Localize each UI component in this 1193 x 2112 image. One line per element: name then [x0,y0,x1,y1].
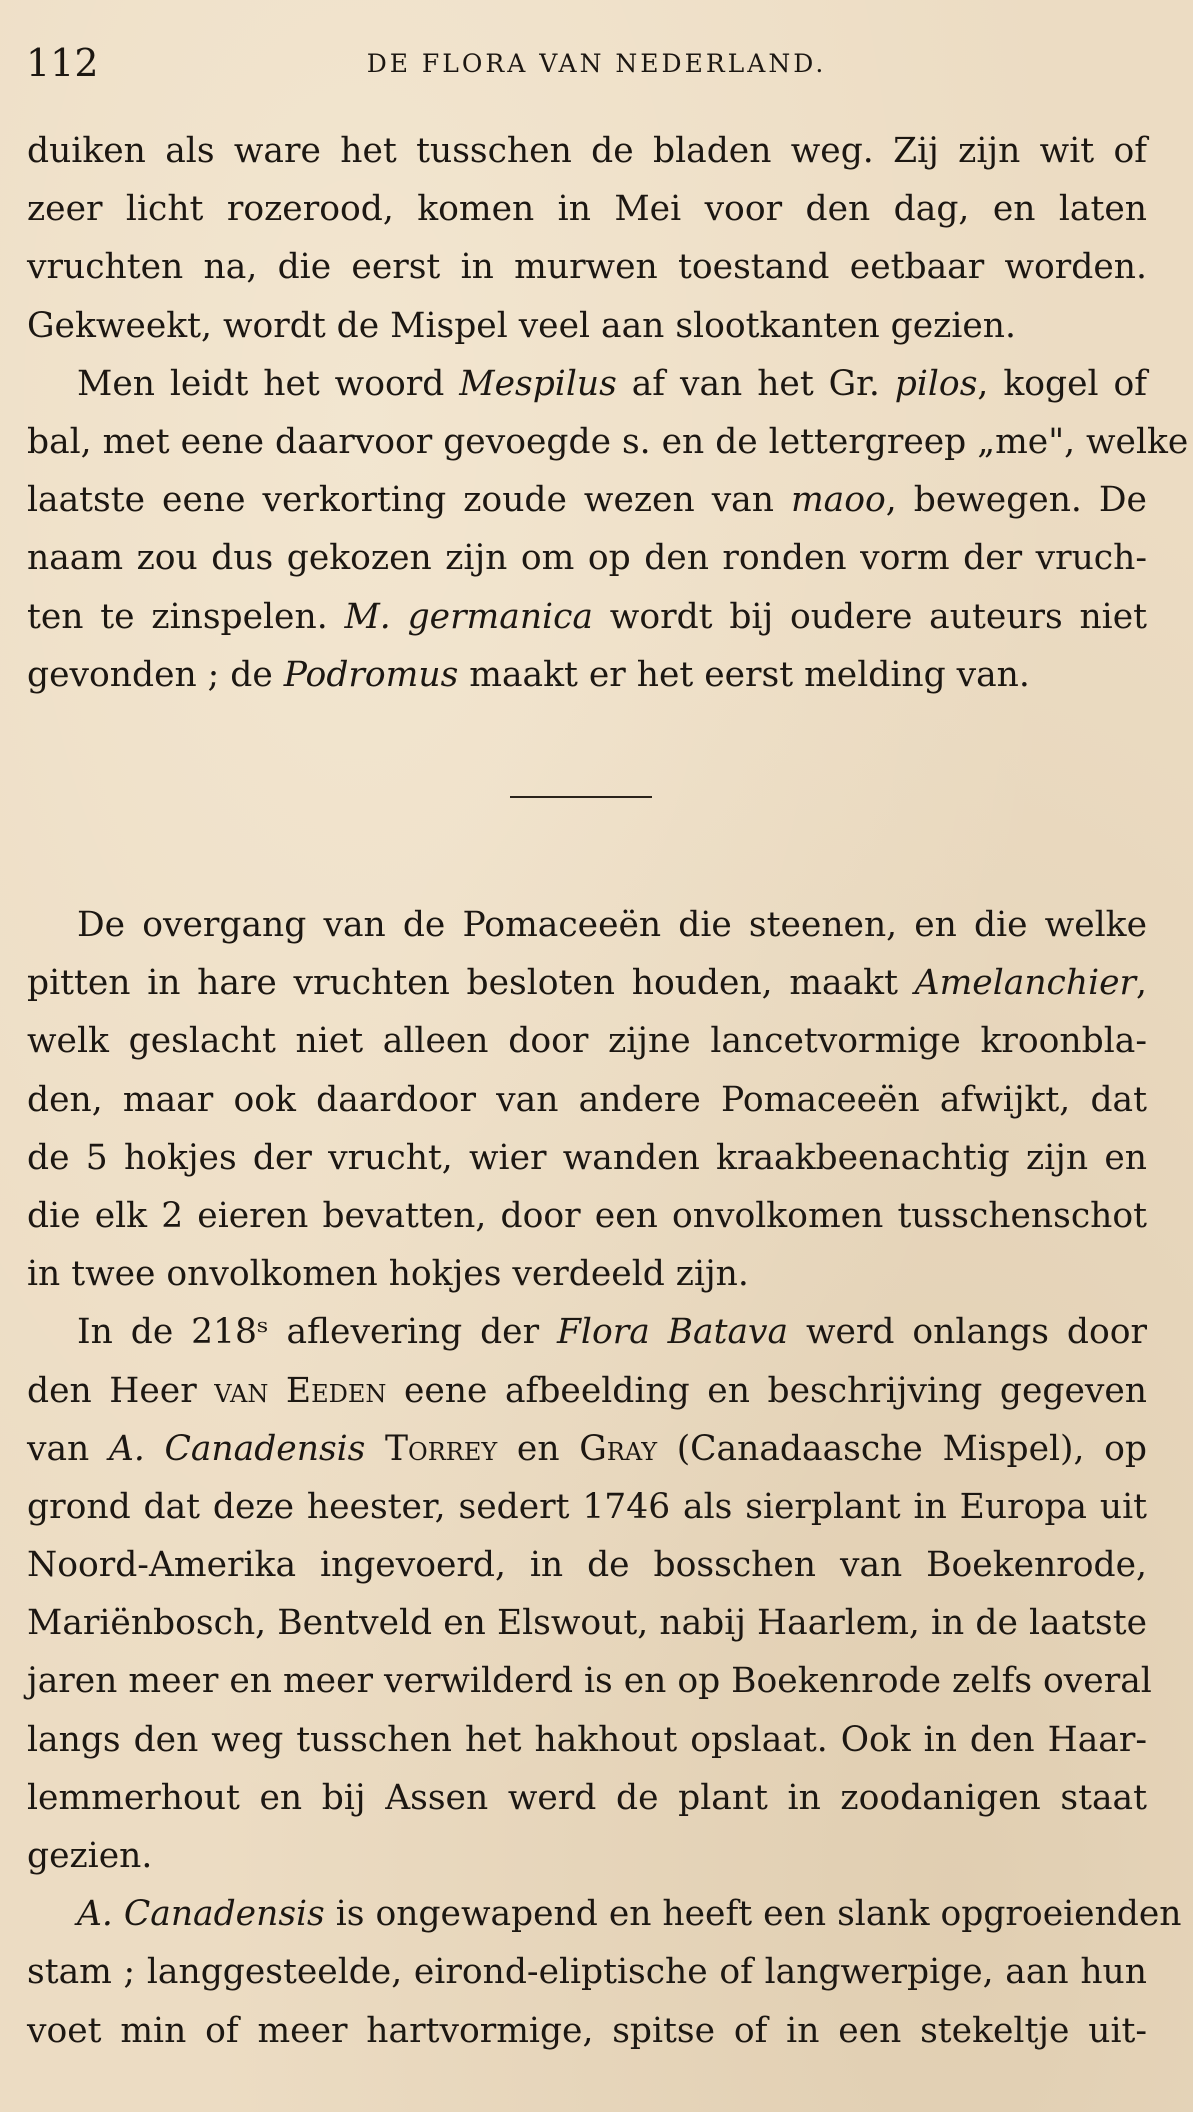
text-line: In de 218ˢ aflevering der Flora Batava werd onlangs door [77,1312,1147,1353]
italic-term: Flora Batava [556,1312,789,1353]
text-section-amelanchier [27,896,1182,2060]
page-number: 112 [26,41,99,85]
paragraph [27,122,1147,355]
text-line: lemmerhout en bij Assen werd de plant in zoodanigen staat [27,1777,1147,1818]
small-caps-name: Gray [579,1428,658,1469]
text-line: grond dat deze heester, sedert 1746 als sierplant in Europa uit [27,1486,1147,1527]
paragraph [27,355,1189,704]
text-line: jaren meer en meer verwilderd is en op Boekenrode zelfs overal [27,1661,1152,1702]
text-line: Gekweekt, wordt de Mispel veel aan slootkanten gezien. [27,305,1016,346]
text-line: zeer licht rozerood, komen in Mei voor den dag, en laten [27,189,1147,230]
text-line: stam ; langgesteelde, eirond-eliptische of langwerpige, aan hun [27,1952,1147,1993]
text-line: duiken als ware het tusschen de bladen weg. Zij zijn wit of [27,131,1147,171]
text-line: Noord-Amerika ingevoerd, in de bosschen van Boekenrode, [27,1545,1147,1586]
italic-term: Mespilus [459,363,617,404]
italic-term: pilos [894,363,978,404]
text-line: De overgang van de Pomaceeën die steenen, en die welke [77,905,1147,945]
text-line: gezien. [27,1836,153,1876]
text-line: welk geslacht niet alleen door zijne lancetvormige kroonbla- [27,1021,1147,1062]
text-line: van A. Canadensis Torrey en Gray (Canadaasche Mispel), op [27,1428,1147,1469]
section-separator-rule [510,796,652,798]
text-line: die elk 2 eieren bevatten, door een onvolkomen tusschenschot [27,1195,1147,1236]
text-line: gevonden ; de Podromus maakt er het eerst melding van. [27,654,1030,695]
italic-term: A. Canadensis [108,1428,366,1469]
text-line: pitten in hare vruchten besloten houden, maakt Amelanchier, [27,963,1147,1004]
text-line: naam zou dus gekozen zijn om op den ronden vorm der vruch- [27,538,1147,579]
text-line: A. Canadensis is ongewapend en heeft een slank opgroeienden [77,1894,1182,1935]
small-caps-name: Torrey [385,1428,498,1469]
text-line: bal, met eene daarvoor gevoegde s. en de lettergreep „me", welke [27,421,1189,462]
text-line: vruchten na, die eerst in murwen toestand eetbaar worden. [27,247,1147,288]
italic-term: M. germanica [344,596,593,637]
paragraph [27,1885,1182,2060]
text-line: den, maar ook daardoor van andere Pomaceeën afwijkt, dat [27,1079,1147,1120]
paragraph [27,896,1147,1303]
text-line: de 5 hokjes der vrucht, wier wanden kraakbeenachtig zijn en [27,1137,1147,1178]
text-line: Men leidt het woord Mespilus af van het Gr. pilos, kogel of [77,363,1147,404]
small-caps-name: van Eeden [214,1370,387,1411]
text-line: voet min of meer hartvormige, spitse of in een stekeltje uit- [27,2010,1147,2051]
italic-term: maoo [790,480,886,521]
text-line: Mariënbosch, Bentveld en Elswout, nabij Haarlem, in de laatste [27,1603,1147,1644]
running-head [26,38,1167,88]
text-line: langs den weg tusschen het hakhout opslaat. Ook in den Haar- [27,1719,1147,1760]
running-title: DE FLORA VAN NEDERLAND. [366,49,827,78]
italic-term: Amelanchier [914,963,1137,1004]
text-line: ten te zinspelen. M. germanica wordt bij oudere auteurs niet [27,596,1147,637]
text-line: in twee onvolkomen hokjes verdeeld zijn. [27,1254,749,1295]
text-section-mespilus [27,122,1189,704]
text-line: den Heer van Eeden eene afbeelding en beschrijving gegeven [27,1370,1147,1411]
italic-term: Podromus [283,654,459,695]
text-line: laatste eene verkorting zoude wezen van maoo, bewegen. De [27,480,1147,521]
paragraph [27,1303,1152,1885]
italic-term: A. Canadensis [77,1894,325,1935]
